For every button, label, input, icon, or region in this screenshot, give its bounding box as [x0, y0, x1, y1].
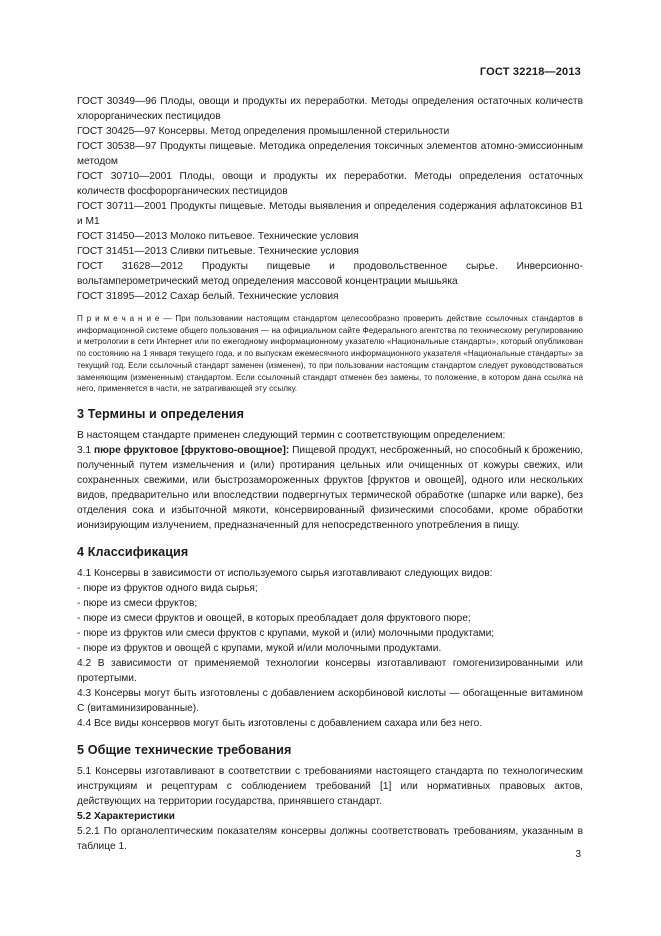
- reference-item: [77, 169, 583, 199]
- reference-text: ГОСТ 31451—2013 Сливки питьевые. Технические условия: [77, 246, 359, 257]
- subsection-5-2-heading: 5.2 Характеристики: [77, 810, 175, 822]
- reference-item: [77, 244, 583, 259]
- page-content: [77, 94, 583, 854]
- reference-text: ГОСТ 30425—97 Консервы. Метод определения промышленной стерильности: [77, 126, 450, 137]
- term-number: 3.1: [77, 444, 94, 456]
- clause-4-1: 4.1 Консервы в зависимости от используемого сырья изготавливают следующих видов:: [77, 567, 493, 579]
- reference-text: ГОСТ 31450—2013 Молоко питьевое. Технические условия: [77, 231, 359, 242]
- note-text: — При пользовании настоящим стандартом целесообразно проверить действие ссылочных стандартов в информационной системе общего пользования — на официальном сайте Федерального агентства по техническому регулированию и метрологии в сети Интернет или по ежегодному информационному указателю «Национальные стандарты», который опубликован по состоянию на 1 января текущего года, и по выпускам ежемесячного информационного указателя «Национальные стандарты» за текущий год. Если ссылочный стандарт заменен (изменен), то при пользовании настоящим стандартом следует руководствоваться заменяющим (измененным) стандартом. Если ссылочный стандарт отменен без замены, то положение, в котором дана ссылка на него, применяется в части, не затрагивающей эту ссылку.: [77, 314, 584, 394]
- reference-text: ГОСТ 30711—2001 Продукты пищевые. Методы выявления и определения содержания афлатоксинов В1 и М1: [77, 201, 583, 227]
- reference-item: [77, 229, 583, 244]
- note-label: П р и м е ч а н и е: [77, 314, 160, 323]
- term-text: Пищевой продукт, несброженный, но способный к брожению, полученный путем измельчения и (или) протирания цельных или очищенных от кожуры свежих, или сохраненных свежими, или быстрозамороженных фруктов [фруктов и овощей], одного или нескольких видов, предварительно или впоследствии подвергнутых термической обработке (шпарке или варке), без отделения сока и избыточной мякоти, консервированный физическими способами, кроме обработки ионизирующим излучением, предназначенный для непосредственного употребления в пищу.: [77, 444, 583, 531]
- clause-5-2-1: 5.2.1 По органолептическим показателям консервы должны соответствовать требованиям, указанным в таблице 1.: [77, 825, 583, 852]
- section-5-heading: 5 Общие технические требования: [77, 742, 292, 757]
- section-4-heading: 4 Классификация: [77, 544, 189, 559]
- section-3-intro: В настоящем стандарте применен следующий термин с соответствующим определением:: [77, 429, 506, 441]
- reference-item: [77, 94, 583, 124]
- list-item: - пюре из смеси фруктов;: [77, 596, 583, 611]
- clause-5-1: 5.1 Консервы изготавливают в соответствии с требованиями настоящего стандарта по технологическим инструкциям и рецептурам с соблюдением требований [1] или нормативных правовых актов, действующих на территории государства, принявшего стандарт.: [77, 765, 583, 807]
- reference-note: [77, 313, 583, 395]
- reference-list: [77, 94, 583, 304]
- clause-4-3: 4.3 Консервы могут быть изготовлены с добавлением аскорбиновой кислоты — обогащенные витамином С (витаминизированные).: [77, 687, 583, 714]
- reference-text: ГОСТ 30710—2001 Плоды, овощи и продукты их переработки. Методы определения остаточных количеств фосфорорганических пестицидов: [77, 171, 583, 197]
- reference-item: [77, 289, 583, 304]
- term-name: пюре фруктовое [фруктово-овощное]:: [94, 444, 290, 456]
- section-3-heading: 3 Термины и определения: [77, 406, 245, 421]
- page-number: 3: [575, 849, 581, 860]
- reference-item: [77, 259, 583, 289]
- reference-item: [77, 124, 583, 139]
- reference-text: ГОСТ 30538—97 Продукты пищевые. Методика определения токсичных элементов атомно-эмиссионным методом: [77, 141, 583, 167]
- document-header: ГОСТ 32218—2013: [479, 66, 581, 78]
- clause-4-2: 4.2 В зависимости от применяемой технологии консервы изготавливают гомогенизированными или протертыми.: [77, 657, 583, 684]
- list-item: - пюре из фруктов и овощей с крупами, мукой и/или молочными продуктами.: [77, 641, 583, 656]
- reference-text: ГОСТ 31895—2012 Сахар белый. Технические условия: [77, 291, 339, 302]
- reference-item: [77, 199, 583, 229]
- list-item: - пюре из смеси фруктов и овощей, в которых преобладает доля фруктового пюре;: [77, 611, 583, 626]
- list-item: - пюре из фруктов или смеси фруктов с крупами, мукой и (или) молочными продуктами;: [77, 626, 583, 641]
- reference-text: ГОСТ 31628—2012 Продукты пищевые и продовольственное сырье. Инверсионно-вольтамперометрический метод определения массовой концентрации мышьяка: [77, 261, 583, 287]
- reference-item: [77, 139, 583, 169]
- reference-text: ГОСТ 30349—96 Плоды, овощи и продукты их переработки. Методы определения остаточных количеств хлорорганических пестицидов: [77, 96, 583, 122]
- term-definition: [77, 443, 583, 533]
- clause-4-4: 4.4 Все виды консервов могут быть изготовлены с добавлением сахара или без него.: [77, 717, 483, 729]
- list-item: - пюре из фруктов одного вида сырья;: [77, 581, 583, 596]
